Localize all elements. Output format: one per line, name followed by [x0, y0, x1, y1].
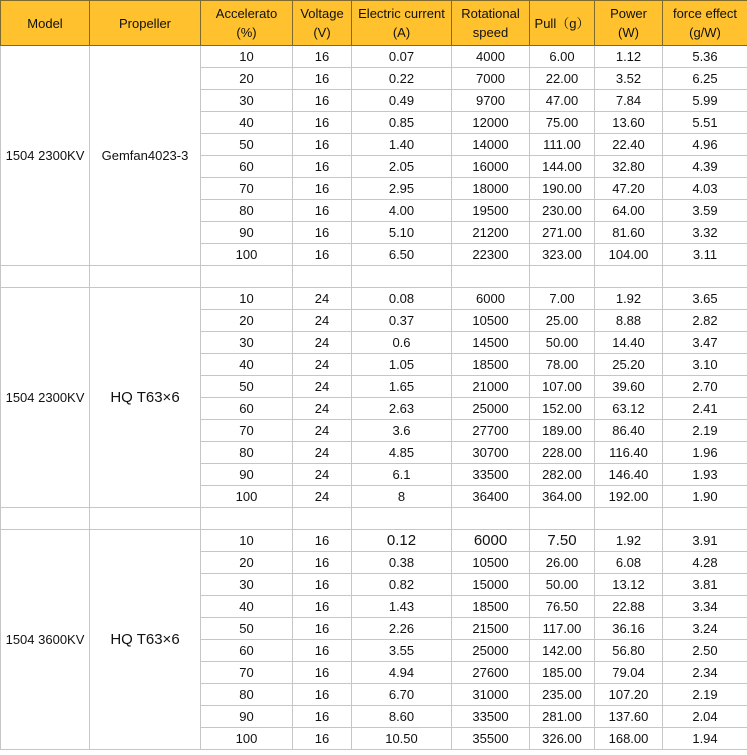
empty-cell[interactable] — [1, 266, 90, 288]
cell-power[interactable]: 25.20 — [595, 354, 663, 376]
cell-speed[interactable]: 10500 — [452, 552, 530, 574]
cell-current[interactable]: 0.6 — [352, 332, 452, 354]
cell-accelerator[interactable]: 40 — [201, 354, 293, 376]
cell-voltage[interactable]: 24 — [293, 398, 352, 420]
empty-cell[interactable] — [530, 266, 595, 288]
cell-force-effect[interactable]: 1.94 — [663, 728, 747, 750]
cell-speed[interactable]: 7000 — [452, 68, 530, 90]
cell-pull[interactable]: 281.00 — [530, 706, 595, 728]
cell-force-effect[interactable]: 1.93 — [663, 464, 747, 486]
cell-voltage[interactable]: 16 — [293, 706, 352, 728]
cell-force-effect[interactable]: 1.90 — [663, 486, 747, 508]
cell-pull[interactable]: 152.00 — [530, 398, 595, 420]
empty-cell[interactable] — [293, 266, 352, 288]
cell-pull[interactable]: 76.50 — [530, 596, 595, 618]
cell-power[interactable]: 39.60 — [595, 376, 663, 398]
cell-accelerator[interactable]: 40 — [201, 596, 293, 618]
cell-pull[interactable]: 326.00 — [530, 728, 595, 750]
cell-power[interactable]: 13.60 — [595, 112, 663, 134]
cell-accelerator[interactable]: 80 — [201, 442, 293, 464]
cell-current[interactable]: 3.6 — [352, 420, 452, 442]
cell-voltage[interactable]: 16 — [293, 178, 352, 200]
cell-force-effect[interactable]: 2.70 — [663, 376, 747, 398]
cell-current[interactable]: 0.82 — [352, 574, 452, 596]
cell-voltage[interactable]: 16 — [293, 618, 352, 640]
cell-power[interactable]: 192.00 — [595, 486, 663, 508]
empty-cell[interactable] — [90, 508, 201, 530]
cell-pull[interactable]: 111.00 — [530, 134, 595, 156]
cell-speed[interactable]: 30700 — [452, 442, 530, 464]
cell-pull[interactable]: 107.00 — [530, 376, 595, 398]
cell-voltage[interactable]: 16 — [293, 156, 352, 178]
cell-speed[interactable]: 31000 — [452, 684, 530, 706]
cell-speed[interactable]: 14000 — [452, 134, 530, 156]
cell-force-effect[interactable]: 1.96 — [663, 442, 747, 464]
cell-propeller[interactable]: HQ T63×6 — [90, 288, 201, 508]
cell-pull[interactable]: 26.00 — [530, 552, 595, 574]
cell-current[interactable]: 6.50 — [352, 244, 452, 266]
cell-power[interactable]: 3.52 — [595, 68, 663, 90]
cell-force-effect[interactable]: 2.82 — [663, 310, 747, 332]
cell-pull[interactable]: 228.00 — [530, 442, 595, 464]
cell-pull[interactable]: 50.00 — [530, 332, 595, 354]
cell-force-effect[interactable]: 2.50 — [663, 640, 747, 662]
cell-voltage[interactable]: 16 — [293, 530, 352, 552]
cell-pull[interactable]: 75.00 — [530, 112, 595, 134]
cell-propeller[interactable]: HQ T63×6 — [90, 530, 201, 750]
cell-speed[interactable]: 10500 — [452, 310, 530, 332]
empty-cell[interactable] — [352, 508, 452, 530]
cell-speed[interactable]: 33500 — [452, 464, 530, 486]
cell-accelerator[interactable]: 70 — [201, 178, 293, 200]
header-power[interactable]: Power (W) — [595, 1, 663, 46]
cell-force-effect[interactable]: 3.81 — [663, 574, 747, 596]
cell-power[interactable]: 22.40 — [595, 134, 663, 156]
cell-power[interactable]: 116.40 — [595, 442, 663, 464]
cell-voltage[interactable]: 16 — [293, 112, 352, 134]
cell-model[interactable]: 1504 3600KV — [1, 530, 90, 750]
cell-voltage[interactable]: 24 — [293, 332, 352, 354]
cell-accelerator[interactable]: 80 — [201, 684, 293, 706]
cell-speed[interactable]: 19500 — [452, 200, 530, 222]
cell-current[interactable]: 2.95 — [352, 178, 452, 200]
header-model[interactable]: Model — [1, 1, 90, 46]
cell-accelerator[interactable]: 30 — [201, 90, 293, 112]
cell-current[interactable]: 4.00 — [352, 200, 452, 222]
empty-cell[interactable] — [595, 508, 663, 530]
cell-speed[interactable]: 27600 — [452, 662, 530, 684]
spacer-row — [1, 266, 747, 288]
cell-power[interactable]: 32.80 — [595, 156, 663, 178]
cell-accelerator[interactable]: 10 — [201, 46, 293, 68]
cell-voltage[interactable]: 24 — [293, 486, 352, 508]
cell-speed[interactable]: 21000 — [452, 376, 530, 398]
cell-force-effect[interactable]: 3.65 — [663, 288, 747, 310]
cell-pull[interactable]: 185.00 — [530, 662, 595, 684]
cell-speed[interactable]: 18000 — [452, 178, 530, 200]
cell-force-effect[interactable]: 4.03 — [663, 178, 747, 200]
table-row — [1, 288, 747, 310]
cell-voltage[interactable]: 16 — [293, 68, 352, 90]
table-body — [1, 46, 747, 750]
table-row — [1, 46, 747, 68]
empty-cell[interactable] — [663, 508, 747, 530]
cell-speed[interactable]: 18500 — [452, 354, 530, 376]
cell-power[interactable]: 168.00 — [595, 728, 663, 750]
cell-current[interactable]: 1.05 — [352, 354, 452, 376]
cell-voltage[interactable]: 24 — [293, 420, 352, 442]
cell-speed[interactable]: 35500 — [452, 728, 530, 750]
header-current[interactable]: Electric current (A) — [352, 1, 452, 46]
cell-accelerator[interactable]: 60 — [201, 398, 293, 420]
cell-pull[interactable]: 271.00 — [530, 222, 595, 244]
cell-power[interactable]: 6.08 — [595, 552, 663, 574]
header-row — [1, 1, 747, 46]
cell-current[interactable]: 0.12 — [352, 530, 452, 552]
cell-accelerator[interactable]: 70 — [201, 662, 293, 684]
cell-current[interactable]: 8.60 — [352, 706, 452, 728]
cell-speed[interactable]: 6000 — [452, 530, 530, 552]
cell-speed[interactable]: 33500 — [452, 706, 530, 728]
cell-force-effect[interactable]: 3.34 — [663, 596, 747, 618]
cell-accelerator[interactable]: 100 — [201, 244, 293, 266]
cell-current[interactable]: 3.55 — [352, 640, 452, 662]
cell-power[interactable]: 36.16 — [595, 618, 663, 640]
cell-pull[interactable]: 142.00 — [530, 640, 595, 662]
cell-voltage[interactable]: 16 — [293, 662, 352, 684]
cell-speed[interactable]: 18500 — [452, 596, 530, 618]
cell-power[interactable]: 104.00 — [595, 244, 663, 266]
cell-power[interactable]: 64.00 — [595, 200, 663, 222]
cell-accelerator[interactable]: 50 — [201, 618, 293, 640]
cell-force-effect[interactable]: 5.51 — [663, 112, 747, 134]
cell-speed[interactable]: 16000 — [452, 156, 530, 178]
header-propeller[interactable]: Propeller — [90, 1, 201, 46]
cell-speed[interactable]: 25000 — [452, 640, 530, 662]
cell-power[interactable]: 47.20 — [595, 178, 663, 200]
cell-force-effect[interactable]: 3.32 — [663, 222, 747, 244]
cell-speed[interactable]: 6000 — [452, 288, 530, 310]
cell-voltage[interactable]: 16 — [293, 200, 352, 222]
empty-cell[interactable] — [1, 508, 90, 530]
cell-current[interactable]: 1.65 — [352, 376, 452, 398]
cell-power[interactable]: 137.60 — [595, 706, 663, 728]
header-accelerator[interactable]: Accelerato (%) — [201, 1, 293, 46]
cell-voltage[interactable]: 16 — [293, 46, 352, 68]
cell-force-effect[interactable]: 5.99 — [663, 90, 747, 112]
cell-accelerator[interactable]: 100 — [201, 486, 293, 508]
empty-cell[interactable] — [352, 266, 452, 288]
cell-pull[interactable]: 190.00 — [530, 178, 595, 200]
cell-accelerator[interactable]: 50 — [201, 376, 293, 398]
empty-cell[interactable] — [663, 266, 747, 288]
cell-pull[interactable]: 6.00 — [530, 46, 595, 68]
cell-power[interactable]: 56.80 — [595, 640, 663, 662]
cell-power[interactable]: 86.40 — [595, 420, 663, 442]
cell-voltage[interactable]: 16 — [293, 640, 352, 662]
cell-accelerator[interactable]: 90 — [201, 464, 293, 486]
cell-current[interactable]: 0.08 — [352, 288, 452, 310]
cell-voltage[interactable]: 16 — [293, 222, 352, 244]
cell-current[interactable]: 6.1 — [352, 464, 452, 486]
cell-pull[interactable]: 47.00 — [530, 90, 595, 112]
cell-current[interactable]: 0.07 — [352, 46, 452, 68]
cell-force-effect[interactable]: 3.91 — [663, 530, 747, 552]
cell-power[interactable]: 1.12 — [595, 46, 663, 68]
cell-accelerator[interactable]: 100 — [201, 728, 293, 750]
cell-current[interactable]: 5.10 — [352, 222, 452, 244]
cell-pull[interactable]: 282.00 — [530, 464, 595, 486]
cell-speed[interactable]: 21200 — [452, 222, 530, 244]
empty-cell[interactable] — [201, 508, 293, 530]
cell-force-effect[interactable]: 3.11 — [663, 244, 747, 266]
spacer-row — [1, 508, 747, 530]
cell-current[interactable]: 2.05 — [352, 156, 452, 178]
cell-speed[interactable]: 36400 — [452, 486, 530, 508]
empty-cell[interactable] — [293, 508, 352, 530]
cell-current[interactable]: 2.63 — [352, 398, 452, 420]
empty-cell[interactable] — [595, 266, 663, 288]
cell-power[interactable]: 107.20 — [595, 684, 663, 706]
header-force-effect[interactable]: force effect (g/W) — [663, 1, 747, 46]
cell-force-effect[interactable]: 2.41 — [663, 398, 747, 420]
cell-pull[interactable]: 22.00 — [530, 68, 595, 90]
cell-speed[interactable]: 21500 — [452, 618, 530, 640]
cell-accelerator[interactable]: 90 — [201, 706, 293, 728]
cell-accelerator[interactable]: 80 — [201, 200, 293, 222]
cell-power[interactable]: 146.40 — [595, 464, 663, 486]
cell-accelerator[interactable]: 20 — [201, 310, 293, 332]
cell-voltage[interactable]: 16 — [293, 728, 352, 750]
cell-force-effect[interactable]: 3.59 — [663, 200, 747, 222]
cell-force-effect[interactable]: 2.19 — [663, 420, 747, 442]
cell-power[interactable]: 63.12 — [595, 398, 663, 420]
cell-pull[interactable]: 364.00 — [530, 486, 595, 508]
cell-accelerator[interactable]: 60 — [201, 640, 293, 662]
cell-force-effect[interactable]: 4.96 — [663, 134, 747, 156]
cell-voltage[interactable]: 24 — [293, 376, 352, 398]
empty-cell[interactable] — [90, 266, 201, 288]
cell-power[interactable]: 79.04 — [595, 662, 663, 684]
cell-voltage[interactable]: 16 — [293, 244, 352, 266]
cell-current[interactable]: 1.40 — [352, 134, 452, 156]
cell-power[interactable]: 13.12 — [595, 574, 663, 596]
cell-current[interactable]: 0.85 — [352, 112, 452, 134]
cell-voltage[interactable]: 24 — [293, 442, 352, 464]
cell-accelerator[interactable]: 30 — [201, 332, 293, 354]
cell-current[interactable]: 0.37 — [352, 310, 452, 332]
empty-cell[interactable] — [530, 508, 595, 530]
cell-power[interactable]: 14.40 — [595, 332, 663, 354]
cell-accelerator[interactable]: 10 — [201, 288, 293, 310]
cell-current[interactable]: 4.94 — [352, 662, 452, 684]
empty-cell[interactable] — [452, 266, 530, 288]
cell-force-effect[interactable]: 4.28 — [663, 552, 747, 574]
cell-voltage[interactable]: 16 — [293, 684, 352, 706]
cell-voltage[interactable]: 24 — [293, 464, 352, 486]
cell-speed[interactable]: 4000 — [452, 46, 530, 68]
cell-pull[interactable]: 50.00 — [530, 574, 595, 596]
cell-force-effect[interactable]: 4.39 — [663, 156, 747, 178]
cell-accelerator[interactable]: 60 — [201, 156, 293, 178]
cell-model[interactable]: 1504 2300KV — [1, 46, 90, 266]
cell-current[interactable]: 0.38 — [352, 552, 452, 574]
cell-voltage[interactable]: 16 — [293, 90, 352, 112]
cell-accelerator[interactable]: 50 — [201, 134, 293, 156]
cell-power[interactable]: 1.92 — [595, 530, 663, 552]
cell-power[interactable]: 81.60 — [595, 222, 663, 244]
cell-voltage[interactable]: 16 — [293, 134, 352, 156]
cell-voltage[interactable]: 24 — [293, 354, 352, 376]
cell-accelerator[interactable]: 90 — [201, 222, 293, 244]
cell-speed[interactable]: 22300 — [452, 244, 530, 266]
cell-force-effect[interactable]: 2.34 — [663, 662, 747, 684]
cell-force-effect[interactable]: 3.24 — [663, 618, 747, 640]
cell-accelerator[interactable]: 20 — [201, 68, 293, 90]
cell-propeller[interactable]: Gemfan4023-3 — [90, 46, 201, 266]
cell-voltage[interactable]: 16 — [293, 552, 352, 574]
cell-accelerator[interactable]: 40 — [201, 112, 293, 134]
cell-power[interactable]: 7.84 — [595, 90, 663, 112]
header-voltage[interactable]: Voltage (V) — [293, 1, 352, 46]
cell-accelerator[interactable]: 10 — [201, 530, 293, 552]
cell-power[interactable]: 22.88 — [595, 596, 663, 618]
cell-speed[interactable]: 14500 — [452, 332, 530, 354]
cell-current[interactable]: 8 — [352, 486, 452, 508]
cell-model[interactable]: 1504 2300KV — [1, 288, 90, 508]
empty-cell[interactable] — [452, 508, 530, 530]
cell-current[interactable]: 0.22 — [352, 68, 452, 90]
cell-speed[interactable]: 15000 — [452, 574, 530, 596]
empty-cell[interactable] — [201, 266, 293, 288]
cell-force-effect[interactable]: 3.47 — [663, 332, 747, 354]
cell-pull[interactable]: 235.00 — [530, 684, 595, 706]
cell-current[interactable]: 2.26 — [352, 618, 452, 640]
cell-voltage[interactable]: 24 — [293, 310, 352, 332]
cell-force-effect[interactable]: 2.04 — [663, 706, 747, 728]
cell-pull[interactable]: 7.50 — [530, 530, 595, 552]
table-row — [1, 530, 747, 552]
cell-power[interactable]: 8.88 — [595, 310, 663, 332]
cell-pull[interactable]: 230.00 — [530, 200, 595, 222]
cell-force-effect[interactable]: 5.36 — [663, 46, 747, 68]
cell-accelerator[interactable]: 30 — [201, 574, 293, 596]
header-speed[interactable]: Rotational speed — [452, 1, 530, 46]
cell-pull[interactable]: 144.00 — [530, 156, 595, 178]
cell-force-effect[interactable]: 2.19 — [663, 684, 747, 706]
cell-power[interactable]: 1.92 — [595, 288, 663, 310]
cell-force-effect[interactable]: 6.25 — [663, 68, 747, 90]
cell-pull[interactable]: 78.00 — [530, 354, 595, 376]
cell-speed[interactable]: 27700 — [452, 420, 530, 442]
cell-current[interactable]: 1.43 — [352, 596, 452, 618]
cell-force-effect[interactable]: 3.10 — [663, 354, 747, 376]
cell-pull[interactable]: 323.00 — [530, 244, 595, 266]
cell-speed[interactable]: 25000 — [452, 398, 530, 420]
cell-voltage[interactable]: 24 — [293, 288, 352, 310]
cell-speed[interactable]: 12000 — [452, 112, 530, 134]
cell-current[interactable]: 0.49 — [352, 90, 452, 112]
cell-current[interactable]: 10.50 — [352, 728, 452, 750]
cell-current[interactable]: 6.70 — [352, 684, 452, 706]
cell-pull[interactable]: 117.00 — [530, 618, 595, 640]
cell-current[interactable]: 4.85 — [352, 442, 452, 464]
cell-accelerator[interactable]: 20 — [201, 552, 293, 574]
cell-pull[interactable]: 25.00 — [530, 310, 595, 332]
cell-pull[interactable]: 7.00 — [530, 288, 595, 310]
cell-accelerator[interactable]: 70 — [201, 420, 293, 442]
cell-voltage[interactable]: 16 — [293, 596, 352, 618]
cell-voltage[interactable]: 16 — [293, 574, 352, 596]
cell-speed[interactable]: 9700 — [452, 90, 530, 112]
cell-pull[interactable]: 189.00 — [530, 420, 595, 442]
header-pull[interactable]: Pull（g） — [530, 1, 595, 46]
